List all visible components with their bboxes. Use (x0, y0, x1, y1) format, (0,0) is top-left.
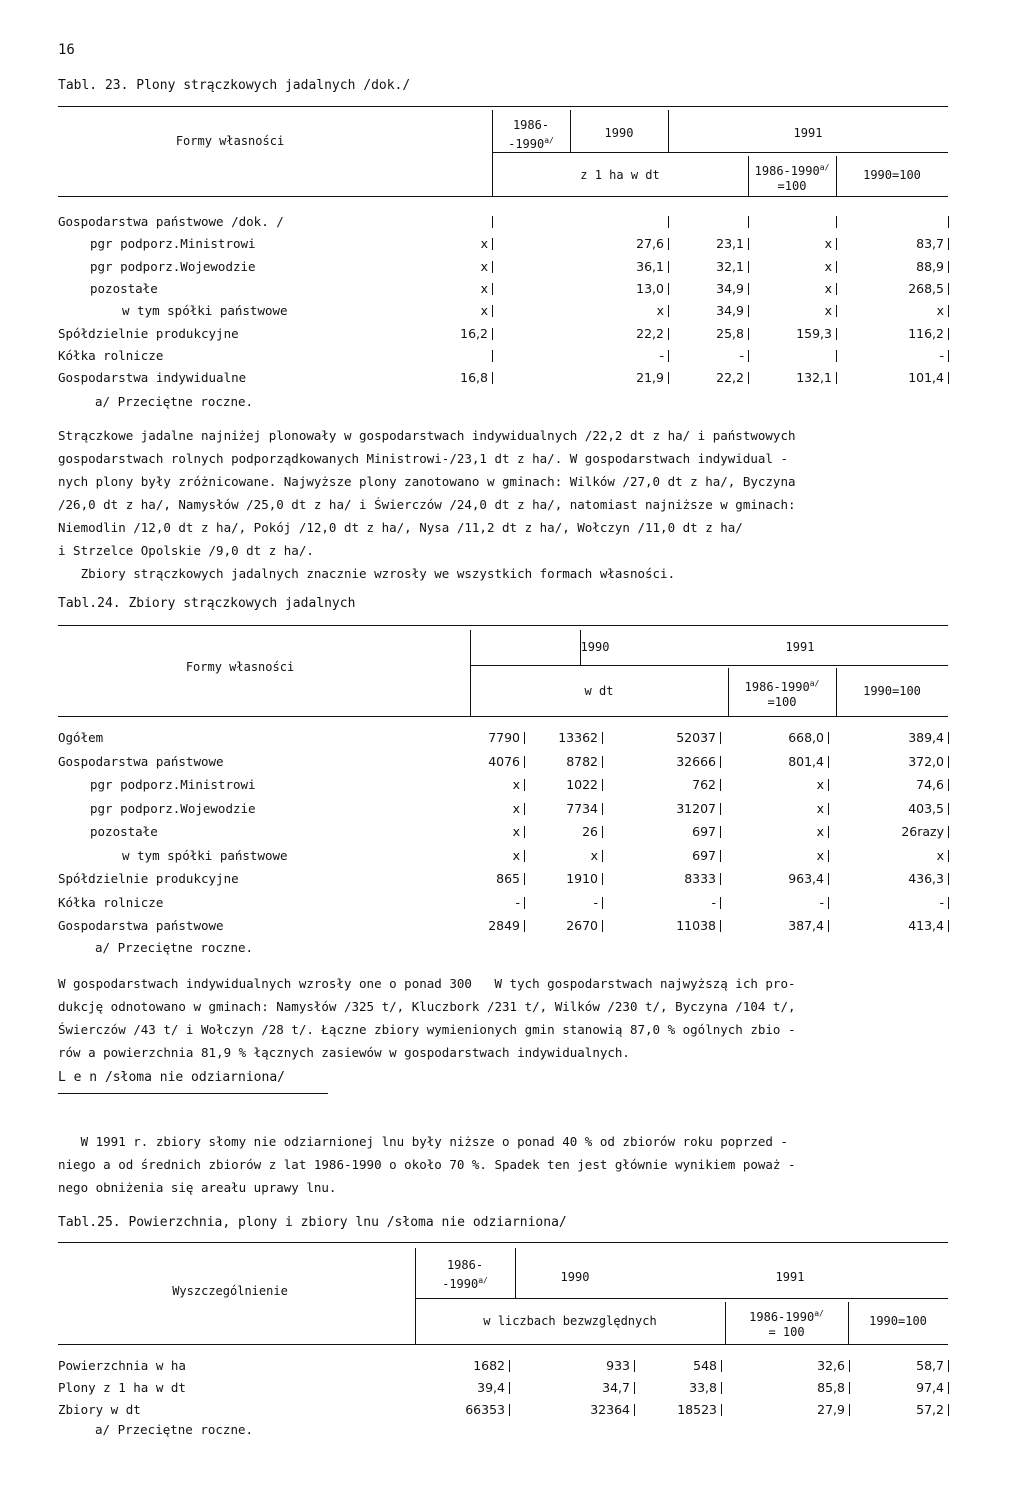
table-cell: 74,6 (916, 777, 944, 792)
table-cell: 697 (692, 824, 716, 839)
table23-header-index1: $1986-1990^{a/}$ =100 (754, 163, 830, 193)
table-cell: 88,9 (916, 258, 944, 274)
table-cell: 1910 (566, 871, 598, 886)
table-cell: 27,9 (817, 1402, 845, 1417)
table-cell: x (480, 236, 488, 252)
table-cell: 27,6 (636, 236, 664, 252)
table23-header-index2: 1990=100 (863, 168, 921, 182)
table24-header-unit: w dt (584, 684, 614, 698)
table-cell: 26razy (901, 824, 944, 839)
table-cell: - (939, 347, 944, 363)
table-cell: 801,4 (788, 753, 824, 769)
table-cell: 668,0 (788, 730, 824, 745)
table-cell: 403,5 (908, 800, 944, 816)
table-cell: 762 (692, 777, 716, 792)
table-row-label: Ogółem (58, 730, 104, 745)
paragraph-3: W 1991 r. zbiory słomy nie odziarnionej lnu były niższe o ponad 40 % od zbiorów roku poprzed - niego a od średnich zbiorów z lat 1986-1990 o około 70 %. Spadek ten jest głównie wynikiem poważ - nego obniżenia się areału uprawy lnu. (58, 1134, 796, 1195)
table-row-label: pgr podporz.Wojewodzie (90, 800, 256, 816)
paragraph-1: Strączkowe jadalne najniżej plonowały w gospodarstwach indywidualnych /22,2 dt z ha/ i państwowych gospodarstwach rolnych podporządkowanych Ministrowi-/23,1 dt z ha/. W gospodarstwach indywidual - nych plony były zróżnicowane. Najwyższe plony zanotowano w gminach: Wilków /27,0 dt z ha/, Byczyna /26,0 dt z ha/, Namysłów /25,0 dt z ha/ i Świerczów /24,0 dt z ha/, natomiast najniższe w gminach: Niemodlin /12,0 dt z ha/, Pokój /12,0 dt z ha/, Nysa /11,2 dt z ha/, Wołczyn /11,0 dt z ha/ i Strzelce Opolskie /9,0 dt z ha/. Zbiory strączkowych jadalnych znacznie wzrosły we wszystkich formach własności. (58, 428, 796, 581)
table-cell: 389,4 (908, 730, 944, 745)
table25-header-index1: $1986-1990^{a/}$ = 100 (749, 1309, 824, 1339)
table23-header-rule (58, 196, 948, 197)
table23-header-forms: Formy własności (175, 134, 285, 148)
table-row-label: pgr podporz.Wojewodzie (90, 258, 256, 274)
table-cell: 18523 (677, 1402, 717, 1417)
table-cell: x (824, 280, 832, 296)
table-cell: - (593, 894, 598, 910)
table-row-label: Zbiory w dt (58, 1402, 141, 1417)
table-cell: 697 (692, 847, 716, 863)
table-cell: 58,7 (916, 1358, 944, 1373)
table-row-label: pozostałe (90, 824, 158, 839)
table-cell: 25,8 (716, 325, 744, 341)
table-cell: 36,1 (636, 258, 664, 274)
table-cell: 32,1 (716, 258, 744, 274)
table-cell: x (936, 847, 944, 863)
table25-header-unit: w liczbach bezwzględnych (483, 1314, 657, 1328)
table-cell: x (480, 303, 488, 319)
table-row-label: Gospodarstwa państwowe (58, 753, 224, 769)
table-cell: x (824, 236, 832, 252)
table-cell: 97,4 (916, 1380, 944, 1395)
table-cell: x (816, 847, 824, 863)
table-cell: 33,8 (689, 1380, 717, 1395)
table-cell: - (819, 894, 824, 910)
table-cell: 52037 (676, 730, 716, 745)
table-cell: 268,5 (908, 280, 944, 296)
table-cell: - (939, 894, 944, 910)
table-cell: x (512, 777, 520, 792)
table-cell: 548 (693, 1358, 717, 1373)
table25-header-spec: Wyszczególnienie (172, 1284, 288, 1298)
table-cell: 26 (582, 824, 598, 839)
table-cell: - (739, 347, 744, 363)
table-cell: x (816, 800, 824, 816)
table-cell: x (816, 824, 824, 839)
table-cell: - (515, 894, 520, 910)
table-cell: 13362 (558, 730, 598, 745)
table-cell: 57,2 (916, 1402, 944, 1417)
table-cell: 1682 (473, 1358, 505, 1373)
table-cell: 31207 (676, 800, 716, 816)
table-cell: 16,8 (460, 370, 488, 386)
table-cell: 22,2 (716, 370, 744, 386)
table-cell: x (480, 258, 488, 274)
table-cell: 101,4 (908, 370, 944, 386)
table-cell: 16,2 (460, 325, 488, 341)
table-row-label: w tym spółki państwowe (122, 847, 288, 863)
table-cell: 132,1 (796, 370, 832, 386)
table-cell: x (824, 303, 832, 319)
table-cell: 21,9 (636, 370, 664, 386)
table25-header-1991: 1991 (775, 1270, 805, 1284)
table-cell: x (824, 258, 832, 274)
table-row-label: Gospodarstwa indywidualne (58, 370, 247, 386)
table23-footnote: a/ Przeciętne roczne. (95, 394, 254, 409)
table-row-label: Kółka rolnicze (58, 347, 164, 363)
table-cell: 2849 (488, 918, 520, 933)
table24-caption: Tabl.24. Zbiory strączkowych jadalnych (58, 596, 356, 611)
table-cell: 963,4 (788, 871, 824, 886)
table23-caption: Tabl. 23. Plony strączkowych jadalnych /dok./ (58, 78, 411, 93)
page-number: 16 (58, 42, 75, 58)
table-cell: 372,0 (908, 753, 944, 769)
table-cell: 1022 (566, 777, 598, 792)
table23-top-rule (58, 106, 948, 107)
table23-header-1991: 1991 (793, 126, 823, 140)
table-cell: 11038 (676, 918, 716, 933)
table-cell: 7790 (488, 730, 520, 745)
table-cell: 34,7 (602, 1380, 630, 1395)
table24-footnote: a/ Przeciętne roczne. (95, 940, 254, 955)
table-cell: - (711, 894, 716, 910)
table25-header-index2: 1990=100 (869, 1314, 927, 1328)
table-row-label: pozostałe (90, 280, 158, 296)
table-cell: 83,7 (916, 236, 944, 252)
table25-header-1990: 1990 (560, 1270, 590, 1284)
table-cell: 85,8 (817, 1380, 845, 1395)
table-cell: x (590, 847, 598, 863)
table-cell: 32666 (676, 753, 716, 769)
table-row-label: Kółka rolnicze (58, 894, 164, 910)
table-cell: 32,6 (817, 1358, 845, 1373)
table-cell: 159,3 (796, 325, 832, 341)
table-cell: 865 (496, 871, 520, 886)
table-cell: x (512, 800, 520, 816)
table25-footnote: a/ Przeciętne roczne. (95, 1422, 254, 1437)
table-cell: x (656, 303, 664, 319)
table-row-label: Spółdzielnie produkcyjne (58, 871, 239, 886)
table24-header-forms: Formy własności (185, 660, 295, 674)
table-cell: 32364 (590, 1402, 630, 1417)
table-cell: 66353 (465, 1402, 505, 1417)
table-cell: x (816, 777, 824, 792)
table-row-label: Powierzchnia w ha (58, 1358, 186, 1373)
table25-caption: Tabl.25. Powierzchnia, plony i zbiory lnu /słoma nie odziarniona/ (58, 1215, 567, 1230)
table-row-label: Spółdzielnie produkcyjne (58, 325, 239, 341)
table-cell: 933 (606, 1358, 630, 1373)
paragraph-2: W gospodarstwach indywidualnych wzrosły one o ponad 300 W tych gospodarstwach najwyższą ich pro- dukcję odnotowano w gminach: Namysłów /325 t/, Kluczbork /231 t/, Wilków /230 t/, Byczyna /104 t/, Świerczów /43 t/ i Wołczyn /28 t/. Łączne zbiory wymienionych gmin stanowią 87,0 % ogólnych zbio - rów a powierzchnia 81,9 % łącznych zasiewów w gospodarstwach indywidualnych. (58, 976, 796, 1060)
table-cell: 436,3 (908, 871, 944, 886)
table-cell: 13,0 (636, 280, 664, 296)
table-cell: x (936, 303, 944, 319)
table-row-label: pgr podporz.Ministrowi (90, 777, 256, 792)
table-cell: 387,4 (788, 918, 824, 933)
table-cell: 23,1 (716, 236, 744, 252)
table24-header-index2: 1990=100 (863, 684, 921, 698)
table-cell: 7734 (566, 800, 598, 816)
table-cell: - (659, 347, 664, 363)
table-cell: x (512, 847, 520, 863)
table-cell: 413,4 (908, 918, 944, 933)
table-row-label: Gospodarstwa państwowe (58, 918, 224, 933)
table-cell: 4076 (488, 753, 520, 769)
table-cell: x (512, 824, 520, 839)
table-cell: 8782 (566, 753, 598, 769)
section-title-len: L e n /słoma nie odziarniona/ (58, 1070, 285, 1085)
table-cell: 34,9 (716, 303, 744, 319)
table24-header-1990: 1990 (580, 640, 610, 654)
table-cell: 116,2 (908, 325, 944, 341)
table-row-label: Plony z 1 ha w dt (58, 1380, 186, 1395)
table23-header-period: 1986- $-1990^{a/}$ (508, 118, 554, 151)
table-row-label: Gospodarstwa państwowe /dok. / (58, 214, 284, 229)
table24-header-index1: $1986-1990^{a/}$ =100 (744, 679, 820, 709)
table23-header-1990: 1990 (604, 126, 634, 140)
table-cell: 34,9 (716, 280, 744, 296)
table-cell: 8333 (684, 871, 716, 886)
table25-header-period: 1986- $-1990^{a/}$ (442, 1258, 488, 1291)
table-cell: x (480, 280, 488, 296)
table-cell: 22,2 (636, 325, 664, 341)
table-cell: 2670 (566, 918, 598, 933)
table23-header-unit: z 1 ha w dt (580, 168, 660, 182)
table24-header-1991: 1991 (785, 640, 815, 654)
table-cell: 39,4 (477, 1380, 505, 1395)
table-row-label: pgr podporz.Ministrowi (90, 236, 256, 252)
table-row-label: w tym spółki państwowe (122, 303, 288, 319)
